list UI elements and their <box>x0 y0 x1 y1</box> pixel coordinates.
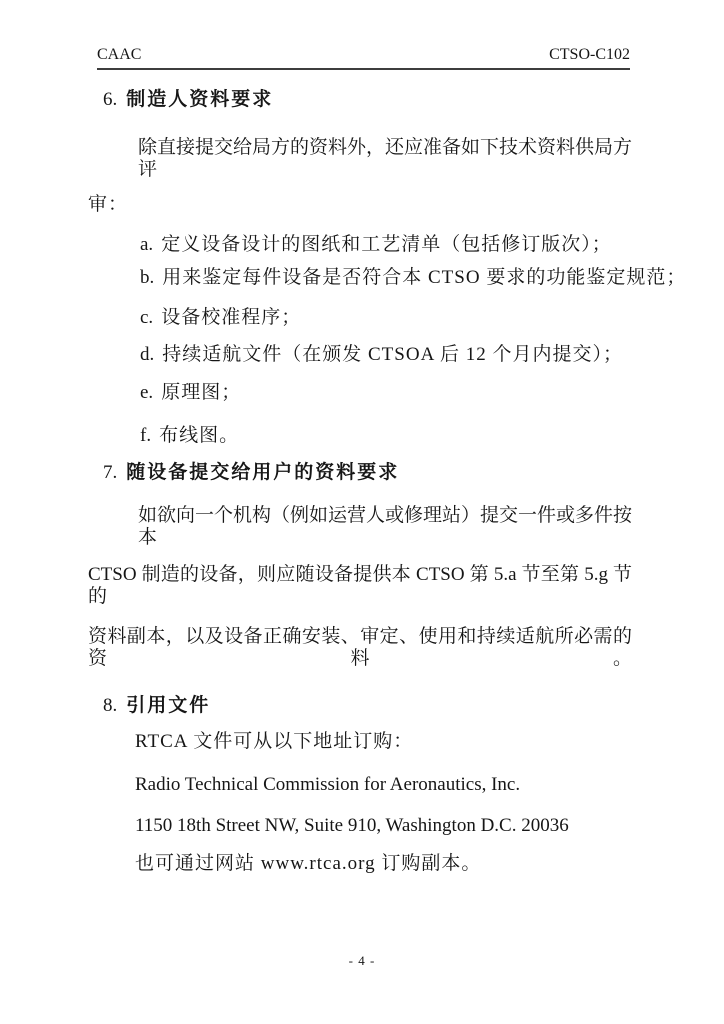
header-right-text: CTSO-C102 <box>549 46 630 63</box>
section-8-line-4: 也可通过网站 www.rtca.org 订购副本。 <box>135 853 482 874</box>
list-item-d-text: 持续适航文件（在颁发 CTSOA 后 12 个月内提交）； <box>162 344 623 365</box>
section-7-number: 7. <box>103 462 118 483</box>
section-7-title: 随设备提交给用户的资料要求 <box>126 462 400 483</box>
list-item-f-letter: f. <box>140 425 152 446</box>
section-7-heading <box>88 462 632 484</box>
section-8-title: 引用文件 <box>126 695 211 716</box>
list-item-b <box>88 267 687 289</box>
section-8-line-1: RTCA 文件可从以下地址订购： <box>135 731 414 752</box>
list-item-b-text: 用来鉴定每件设备是否符合本 CTSO 要求的功能鉴定规范； <box>162 267 687 288</box>
section-6-intro-line-2: 审： <box>88 194 129 215</box>
list-item-d-letter: d. <box>140 344 155 365</box>
list-item-b-letter: b. <box>140 267 155 288</box>
page-body <box>88 89 687 875</box>
section-7-paragraph-line-1: 如欲向一个机构（例如运营人或修理站）提交一件或多件按本 <box>138 505 633 548</box>
section-7-paragraph-line-3: 资料副本，以及设备正确安装、审定、使用和持续适航所必需的资料。 <box>88 626 632 669</box>
section-8-line-3: 1150 18th Street NW, Suite 910, Washington D.C. 20036 <box>135 815 569 836</box>
section-7-paragraph-line-2: CTSO 制造的设备，则应随设备提供本 CTSO 第 5.a 节至第 5.g 节的 <box>88 564 632 607</box>
list-item-c <box>88 307 632 329</box>
section-6-heading <box>88 89 632 111</box>
list-item-e-letter: e. <box>140 382 154 403</box>
section-6-intro-line-1: 除直接提交给局方的资料外，还应准备如下技术资料供局方评 <box>138 137 633 180</box>
section-8-line-2: Radio Technical Commission for Aeronautics, Inc. <box>135 774 521 795</box>
list-item-e-text: 原理图； <box>161 382 242 403</box>
header-left-text: CAAC <box>97 46 142 63</box>
page-footer <box>0 953 724 969</box>
list-item-d <box>88 344 632 366</box>
section-6-title: 制造人资料要求 <box>126 89 274 110</box>
page-header <box>97 46 630 70</box>
list-item-a <box>88 234 632 256</box>
page-number: - 4 - <box>348 953 376 968</box>
section-8-number: 8. <box>103 695 118 716</box>
list-item-f <box>88 425 632 447</box>
list-item-c-text: 设备校准程序； <box>161 307 302 328</box>
list-item-a-text: 定义设备设计的图纸和工艺清单（包括修订版次）； <box>161 234 612 255</box>
list-item-c-letter: c. <box>140 307 154 328</box>
list-item-e <box>88 382 632 404</box>
section-6-number: 6. <box>103 89 118 110</box>
list-item-f-text: 布线图。 <box>159 425 240 446</box>
list-item-a-letter: a. <box>140 234 154 255</box>
section-8-heading <box>88 695 632 717</box>
